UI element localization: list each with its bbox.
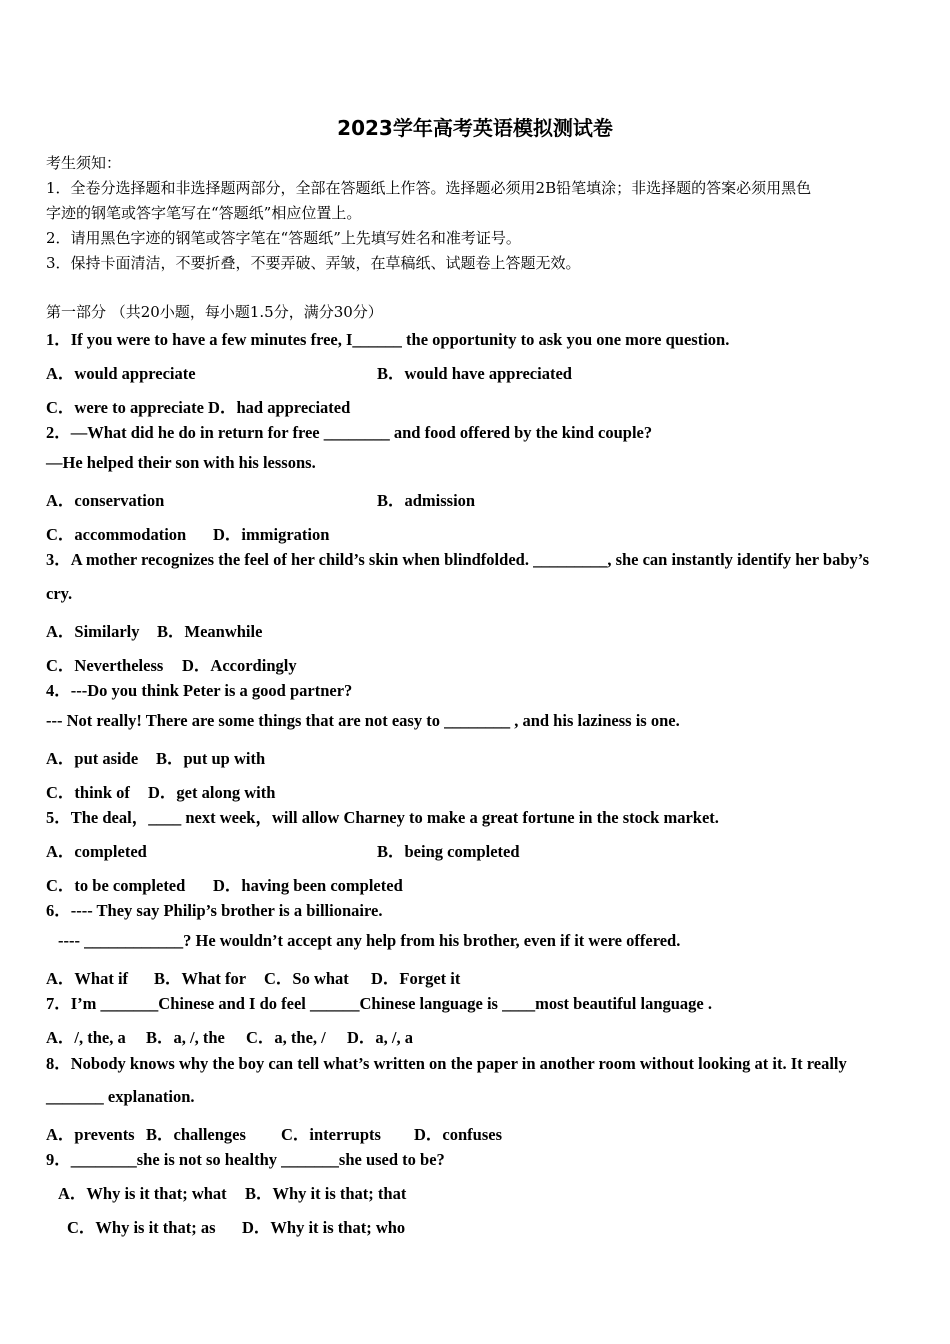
question-2-option-d: D．immigration: [213, 525, 330, 544]
question-2-option-a: A．conservation: [46, 491, 165, 510]
notice-line-3: 3．保持卡面清洁，不要折叠，不要弄破、弄皱，在草稿纸、试题卷上答题无效。: [46, 254, 581, 272]
question-1-stem: 1．If you were to have a few minutes free, I______ the opportunity to ask you one more question.: [46, 330, 730, 349]
question-7-option-c: C．a, the, /: [246, 1028, 326, 1047]
question-5-option-c: C．to be completed: [46, 876, 186, 895]
question-8-stem-2: _______ explanation.: [46, 1087, 195, 1106]
question-2-stem-2: —He helped their son with his lessons.: [46, 453, 316, 472]
question-9-option-a: A．Why is it that; what: [58, 1184, 227, 1203]
question-5-stem: 5．The deal，____ next week，will allow Charney to make a great fortune in the stock market.: [46, 808, 719, 827]
notice-line-1b: 字迹的钢笔或答字笔写在“答题纸”相应位置上。: [46, 204, 362, 222]
question-6-option-a: A．What if: [46, 969, 129, 988]
question-8-option-d: D．confuses: [414, 1125, 503, 1144]
question-6-stem-2: ---- ____________? He wouldn’t accept any help from his brother, even if it were offered.: [58, 931, 681, 950]
question-3-option-b: B．Meanwhile: [157, 622, 263, 641]
page-title: 2023学年高考英语模拟测试卷: [337, 116, 613, 140]
question-1-option-a: A．would appreciate: [46, 364, 196, 383]
question-2-stem: 2．—What did he do in return for free ________ and food offered by the kind couple?: [46, 423, 653, 442]
question-8-stem: 8．Nobody knows why the boy can tell what’s written on the paper in another room without looking at it. It really: [46, 1054, 847, 1073]
question-4-option-c: C．think of: [46, 783, 130, 802]
question-6-option-b: B．What for: [154, 969, 247, 988]
question-6-option-c: C．So what: [264, 969, 349, 988]
section-heading: 第一部分 （共20小题，每小题1.5分，满分30分）: [46, 303, 383, 321]
question-1-options-cd: C．were to appreciate D．had appreciated: [46, 398, 351, 417]
question-2-option-b: B．admission: [377, 491, 476, 510]
question-1-option-b: B．would have appreciated: [377, 364, 572, 383]
question-4-stem: 4．---Do you think Peter is a good partner?: [46, 681, 353, 700]
notice-heading: 考生须知：: [46, 154, 122, 172]
question-3-stem-2: cry.: [46, 584, 73, 603]
question-4-option-b: B．put up with: [156, 749, 266, 768]
question-2-option-c: C．accommodation: [46, 525, 187, 544]
question-5-option-d: D．having been completed: [213, 876, 403, 895]
question-3-option-d: D．Accordingly: [182, 656, 297, 675]
question-5-option-a: A．completed: [46, 842, 147, 861]
question-6-option-d: D．Forget it: [371, 969, 461, 988]
question-9-option-d: D．Why it is that; who: [242, 1218, 406, 1237]
question-4-option-a: A．put aside: [46, 749, 139, 768]
question-8-option-c: C．interrupts: [281, 1125, 381, 1144]
question-8-option-a: A．prevents: [46, 1125, 135, 1144]
question-7-option-b: B．a, /, the: [146, 1028, 225, 1047]
question-7-option-d: D．a, /, a: [347, 1028, 413, 1047]
question-3-option-a: A．Similarly: [46, 622, 140, 641]
question-3-option-c: C．Nevertheless: [46, 656, 164, 675]
question-4-stem-2: --- Not really! There are some things that are not easy to ________ , and his laziness is one.: [46, 711, 680, 730]
question-7-stem: 7．I’m _______Chinese and I do feel ______Chinese language is ____most beautiful language .: [46, 994, 713, 1013]
notice-line-1a: 1．全卷分选择题和非选择题两部分，全部在答题纸上作答。选择题必须用2B铅笔填涂；非选择题的答案必须用黑色: [46, 179, 812, 197]
question-3-stem: 3．A mother recognizes the feel of her child’s skin when blindfolded. _________, she can instantly identify her baby’s: [46, 550, 870, 569]
question-9-stem: 9．________she is not so healthy _______she used to be?: [46, 1150, 445, 1169]
question-6-stem: 6．---- They say Philip’s brother is a billionaire.: [46, 901, 383, 920]
question-9-option-c: C．Why is it that; as: [67, 1218, 216, 1237]
question-5-option-b: B．being completed: [377, 842, 520, 861]
question-4-option-d: D．get along with: [148, 783, 276, 802]
question-8-option-b: B．challenges: [146, 1125, 246, 1144]
question-7-option-a: A．/, the, a: [46, 1028, 126, 1047]
question-9-option-b: B．Why it is that; that: [245, 1184, 407, 1203]
notice-line-2: 2．请用黑色字迹的钢笔或答字笔在“答题纸”上先填写姓名和准考证号。: [46, 229, 521, 247]
